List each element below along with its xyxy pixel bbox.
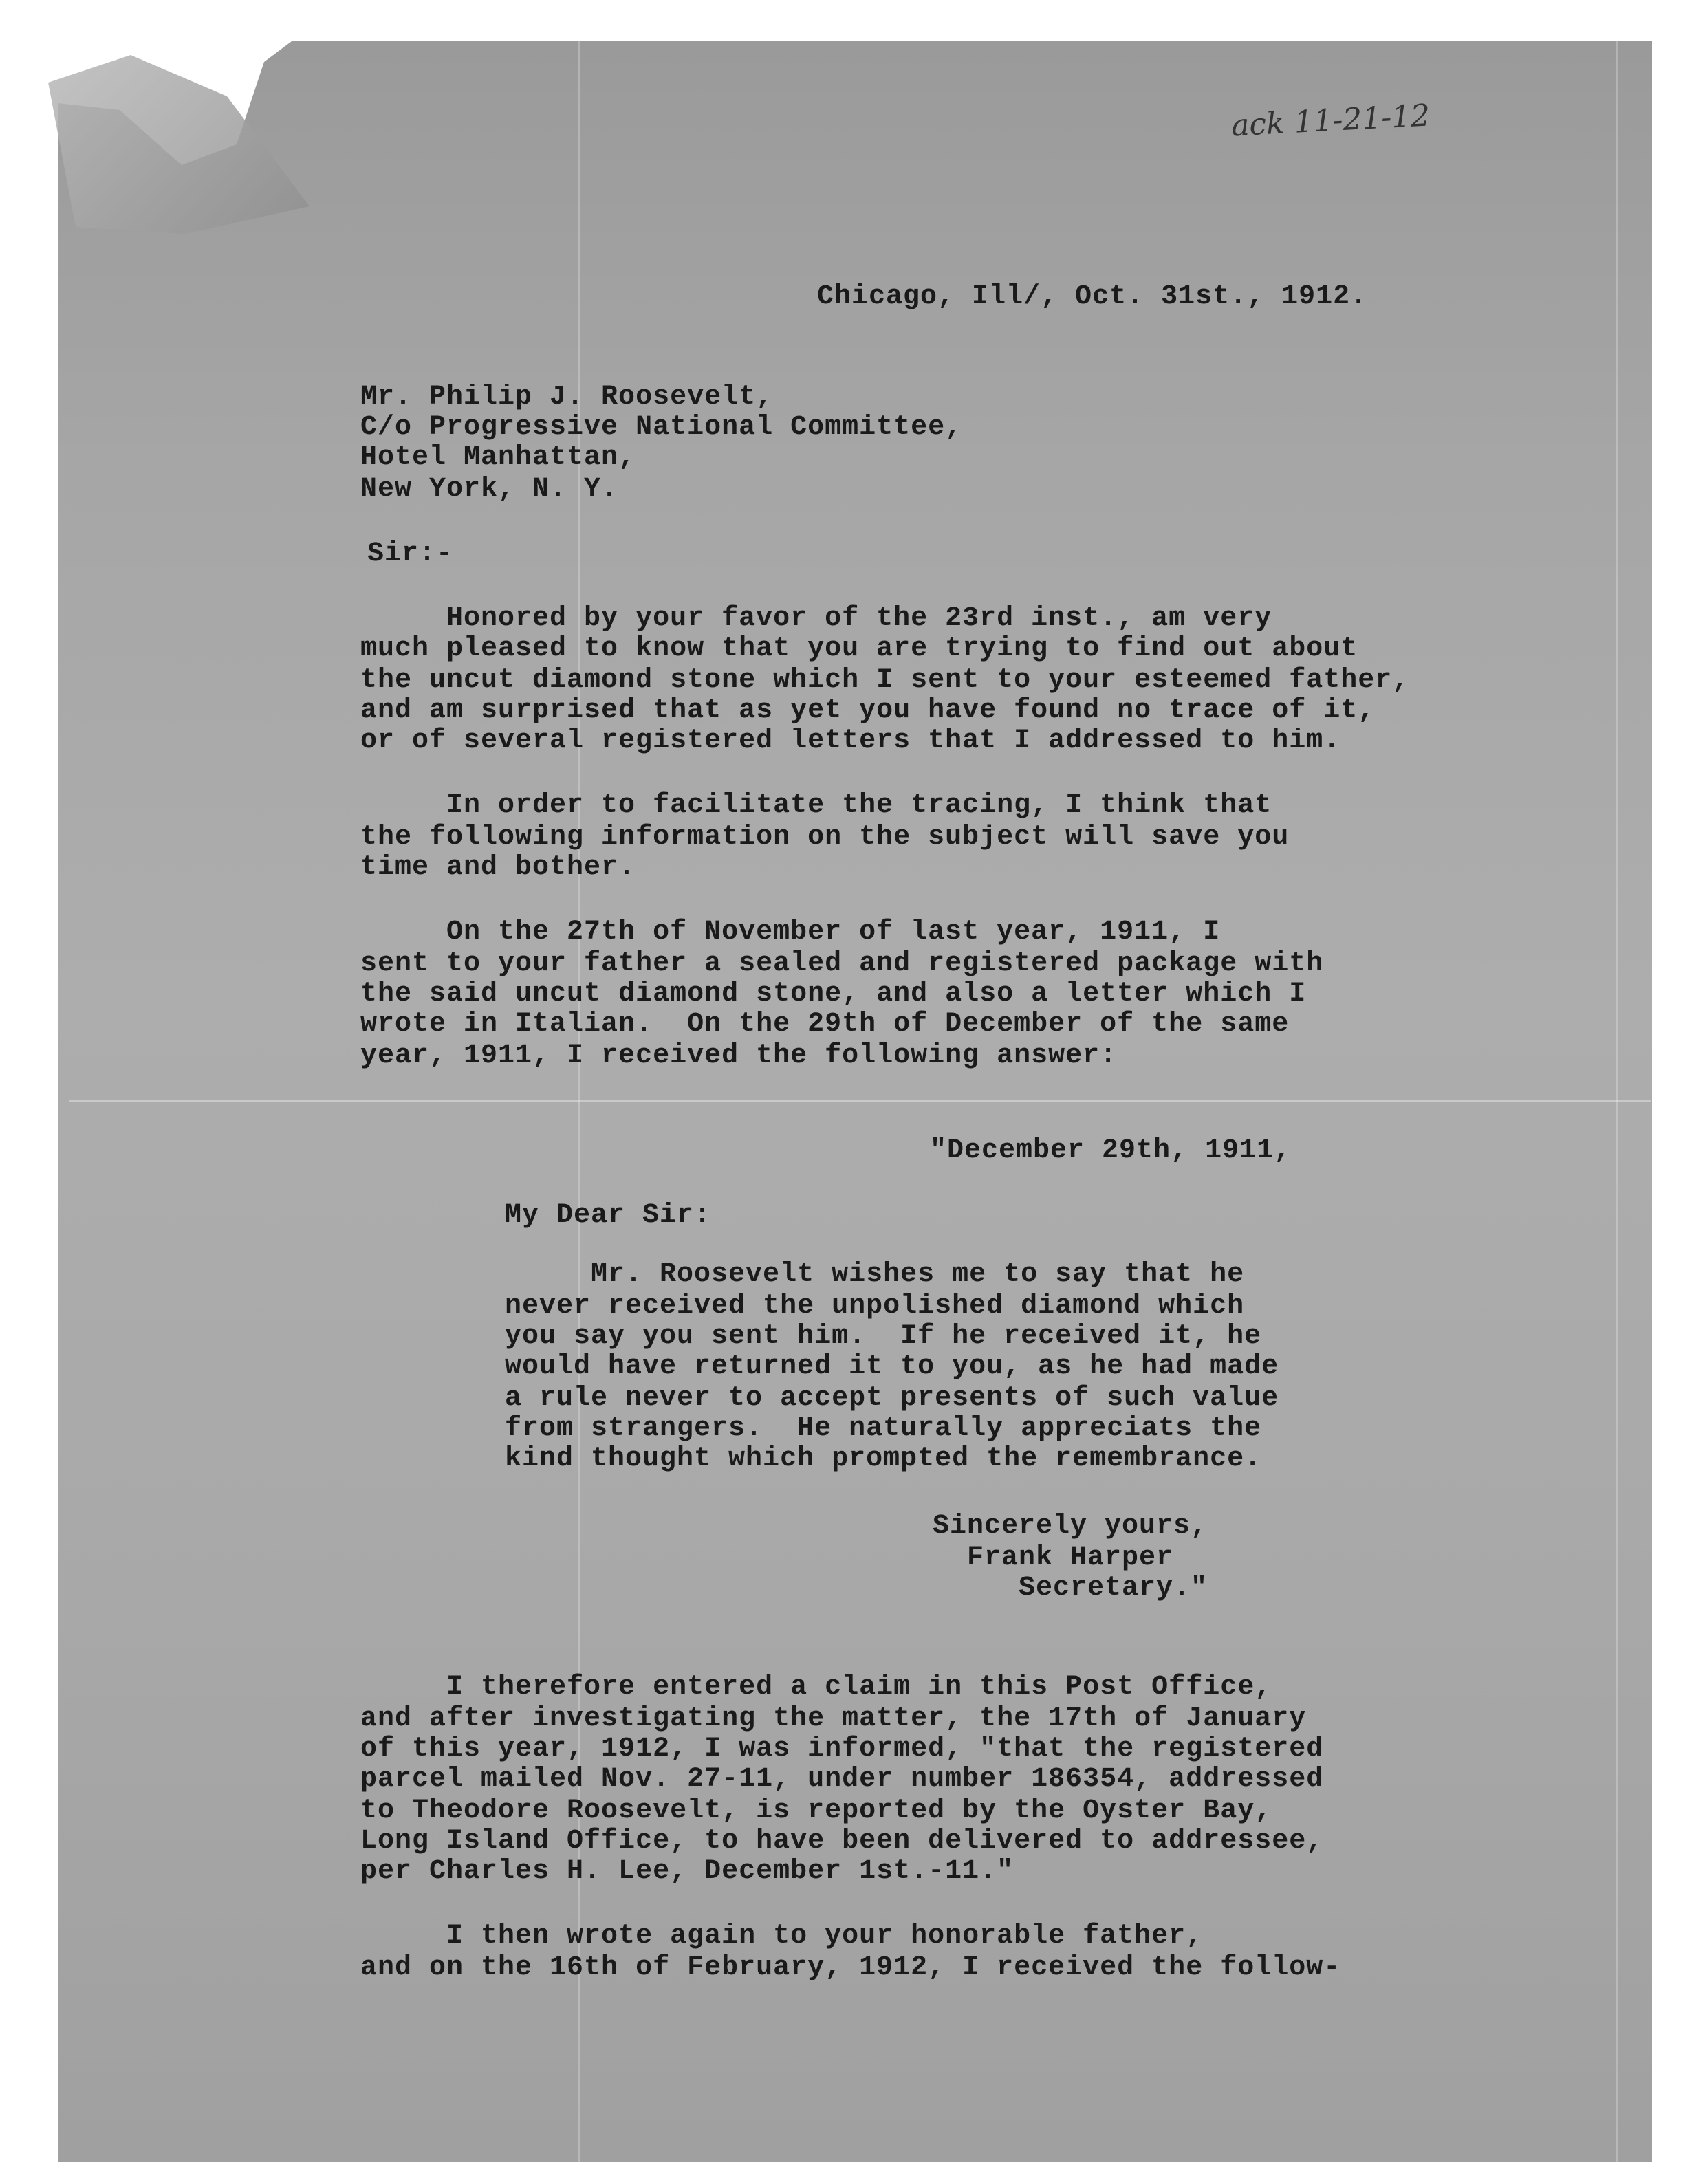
quote-line: never received the unpolished diamond which [505,1291,1245,1322]
quote-line: Mr. Roosevelt wishes me to say that he [505,1259,1245,1290]
quote-closing: Sincerely yours, [933,1511,1208,1542]
body-line: of this year, 1912, I was informed, "that the registered [360,1734,1324,1765]
body-line: much pleased to know that you are trying to find out about [360,633,1358,664]
quote-line: you say you sent him. If he received it, he [505,1321,1262,1352]
body-line: time and bother. [360,852,636,883]
handwritten-annotation: ack 11-21-12 [1230,98,1431,144]
quote-line: a rule never to accept presents of such value [505,1383,1279,1414]
quote-salutation: My Dear Sir: [505,1200,712,1231]
body-line: the uncut diamond stone which I sent to your esteemed father, [360,665,1410,696]
body-line: parcel mailed Nov. 27-11, under number 186354, addressed [360,1764,1324,1795]
body-line: and on the 16th of February, 1912, I received the follow- [360,1952,1341,1983]
date-line: Chicago, Ill/, Oct. 31st., 1912. [817,281,1368,312]
quote-title: Secretary." [933,1573,1208,1604]
body-line: and am surprised that as yet you have found no trace of it, [360,695,1376,726]
body-line: wrote in Italian. On the 29th of December of the same [360,1009,1290,1040]
quote-date: "December 29th, 1911, [930,1135,1292,1166]
body-line: the said uncut diamond stone, and also a letter which I [360,979,1307,1009]
body-line: or of several registered letters that I addressed to him. [360,725,1341,756]
body-line: Honored by your favor of the 23rd inst., am very [360,603,1272,634]
body-line: sent to your father a sealed and registered package with [360,948,1324,979]
body-line: per Charles H. Lee, December 1st.-11." [360,1856,1014,1887]
quote-line: would have returned it to you, as he had made [505,1351,1279,1382]
body-line: the following information on the subject will save you [360,822,1290,853]
body-line: In order to facilitate the tracing, I think that [360,790,1272,821]
body-line: I therefore entered a claim in this Post Office, [360,1672,1272,1703]
address-line: Hotel Manhattan, [360,442,636,473]
salutation: Sir:- [367,538,454,569]
fold-line [1616,41,1618,2166]
quote-line: kind thought which prompted the remembrance. [505,1443,1262,1474]
address-line: New York, N. Y. [360,474,619,505]
address-line: C/o Progressive National Committee, [360,412,963,443]
body-line: I then wrote again to your honorable father, [360,1921,1204,1952]
quote-signature: Frank Harper [933,1542,1174,1573]
fold-line [69,1100,1651,1102]
quote-line: from strangers. He naturally appreciats the [505,1413,1262,1444]
address-line: Mr. Philip J. Roosevelt, [360,382,774,413]
body-line: to Theodore Roosevelt, is reported by the Oyster Bay, [360,1795,1272,1826]
body-line: year, 1911, I received the following answer: [360,1040,1118,1071]
body-line: Long Island Office, to have been delivered to addressee, [360,1826,1324,1857]
body-line: and after investigating the matter, the 17th of January [360,1703,1307,1734]
body-line: On the 27th of November of last year, 1911, I [360,917,1221,948]
